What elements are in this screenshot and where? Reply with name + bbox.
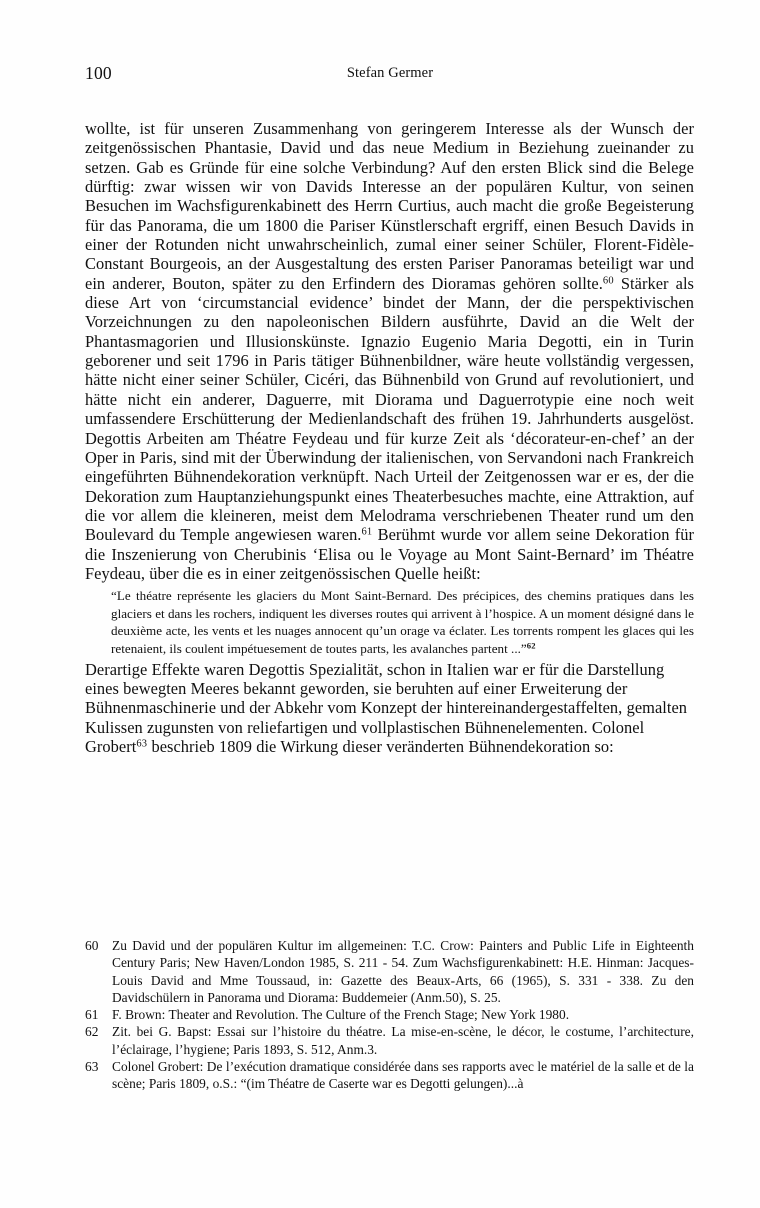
running-title: Stefan Germer	[346, 65, 434, 81]
paragraph-second	[85, 660, 694, 757]
footnote-text: F. Brown: Theater and Revolution. The Culture of the French Stage; New York 1980.	[112, 1007, 570, 1023]
paragraph-segment-2: Stärker als diese Art von ‘circumstancial evidence’ bindet der Mann, der die perspektivischen Vorzeichnungen zu den napoleonischen Bildern ausführte, David an die Welt der Phantasmagorien und Illusionskünste. Ignazio Eugenio Maria Degotti, ein in Turin geborener und seit 1796 in Paris tätiger Bühnenbildner, wäre heute vollständig vergessen, hätte nicht einer seiner Schüler, Cicéri, das Bühnenbild von Grund auf revolutioniert, und hätte nicht ein anderer, Daguerre, mit Diorama und Daguerrotypie eine noch weit umfassendere Erschütterung der Medienlandschaft des frühen 19. Jahrhunderts ausgelöst. Degottis Arbeiten am Théatre Feydeau und für kurze Zeit als ‘décorateur-en-chef’ an der Oper in Paris, sind mit der Überwindung der italienischen, von Servandoni nach Frankreich eingeführten Bühnendekoration verknüpft. Nach Urteil der Zeitgenossen war er es, der die Dekoration zum Hauptanziehungspunkt eines Theaterbesuches machte, eine Attraktion, auf die vor allem die kleineren, meist dem Melodrama verschriebenen Theater rund um den Boulevard du Temple angewiesen waren.	[85, 273, 694, 545]
paragraph-main	[85, 119, 694, 583]
paragraph2-segment-2: beschrieb 1809 die Wirkung dieser veränderten Bühnendekoration so:	[147, 737, 614, 756]
footnote-number: 62	[85, 1024, 99, 1040]
footnote-text: Zit. bei G. Bapst: Essai sur l’histoire du théatre. La mise-en-scène, le décor, le costume, l’architecture, l’éclairage, l’hygiene; Paris 1893, S. 512, Anm.3.	[112, 1024, 694, 1057]
block-quote	[85, 587, 694, 657]
running-head	[85, 62, 695, 84]
footnote-text: Zu David und der populären Kultur im allgemeinen: T.C. Crow: Painters and Public Life in Eighteenth Century Paris; New Haven/London 1985, S. 211 - 54. Zum Wachsfigurenkabinett: H.E. Hinman: Jacques-Louis David and Mme Toussaud, in: Gazette des Beaux-Arts, 66 (1965), S. 331 - 338. Zu den Davidschülern in Panorama und Diorama: Buddemeier (Anm.50), S. 25.	[112, 938, 694, 1005]
footnote-text: Colonel Grobert: De l’exécution dramatique considérée dans ses rapports avec le matériel de la salle et de la scène; Paris 1809, o.S.: “(im Théatre de Caserte war es Degotti gelungen)...à	[112, 1059, 694, 1092]
quote-body: “Le théatre représente les glaciers du Mont Saint-Bernard. Des précipices, des chemins pratiques dans les glaciers et dans les rochers, indiquent les diverses routes qui arrivent à l’hospice. A un moment désigné dans le deuxième acte, les vents et les nuages annocent qu’un orage va éclater. Les torrents rompent les glaces qui les retenaient, ils coulent impétuesement de toutes parts, les avalanches partent ...”	[111, 588, 694, 657]
body-text-block	[85, 119, 694, 756]
footnote-marker-60[interactable]: 60	[602, 275, 614, 287]
footnote-marker-62[interactable]: 62	[526, 640, 536, 651]
paragraph-segment-1: wollte, ist für unseren Zusammenhang von geringerem Interesse als der Wunsch der zeitgenössischen Phantasie, David und das neue Medium in Beziehung zueinander zu setzen. Gab es Gründe für eine solche Verbindung? Auf den ersten Blick sind die Belege dürftig: zwar wissen wir von Davids Interesse an der populären Kultur, von seinen Besuchen im Wachsfigurenkabinett des Herrn Curtius, auch macht die große Begeisterung für das Panorama, die um 1800 die Pariser Künstlerschaft ergriff, einen Besuch Davids in einer der Rotunden nicht unwahrscheinlich, zumal einer seiner Schüler, Florent-Fidèle-Constant Bourgeois, an der Ausgestaltung des ersten Pariser Panoramas beteiligt war und ein anderer, Bouton, später zu den Erfindern des Dioramas gehören sollte.	[85, 119, 694, 293]
footnote-marker-61[interactable]: 61	[361, 526, 373, 538]
paragraph2-segment-1: Derartige Effekte waren Degottis Spezialität, schon in Italien war er für die Darstellung eines bewegten Meeres bekannt geworden, sie beruhten auf einer Erweiterung der Bühnenmaschinerie und der Abkehr vom Konzept der hintereinandergestaffelten, gemalten Kulissen zugunsten von reliefartigen und vollplastischen Bühnenelementen. Colonel Grobert	[85, 659, 688, 756]
footnote-entry	[85, 937, 694, 1006]
footnote-number: 60	[85, 938, 99, 953]
footnotes-section	[85, 937, 694, 1093]
page-number: 100	[85, 63, 112, 83]
footnote-entry	[85, 1023, 694, 1058]
footnote-marker-63[interactable]: 63	[136, 738, 148, 750]
footnote-number: 63	[85, 1059, 99, 1075]
footnote-entry	[85, 1006, 694, 1023]
quote-text	[111, 587, 694, 657]
footnote-number: 61	[85, 1007, 99, 1023]
footnote-entry	[85, 1058, 694, 1093]
paragraph-segment-3: Berühmt wurde vor allem seine Dekoration für die Inszenierung von Cherubinis ‘Elisa ou le Voyage au Mont Saint-Bernard’ im Théatre Feydeau, über die es in einer zeitgenössischen Quelle heißt:	[85, 525, 694, 583]
